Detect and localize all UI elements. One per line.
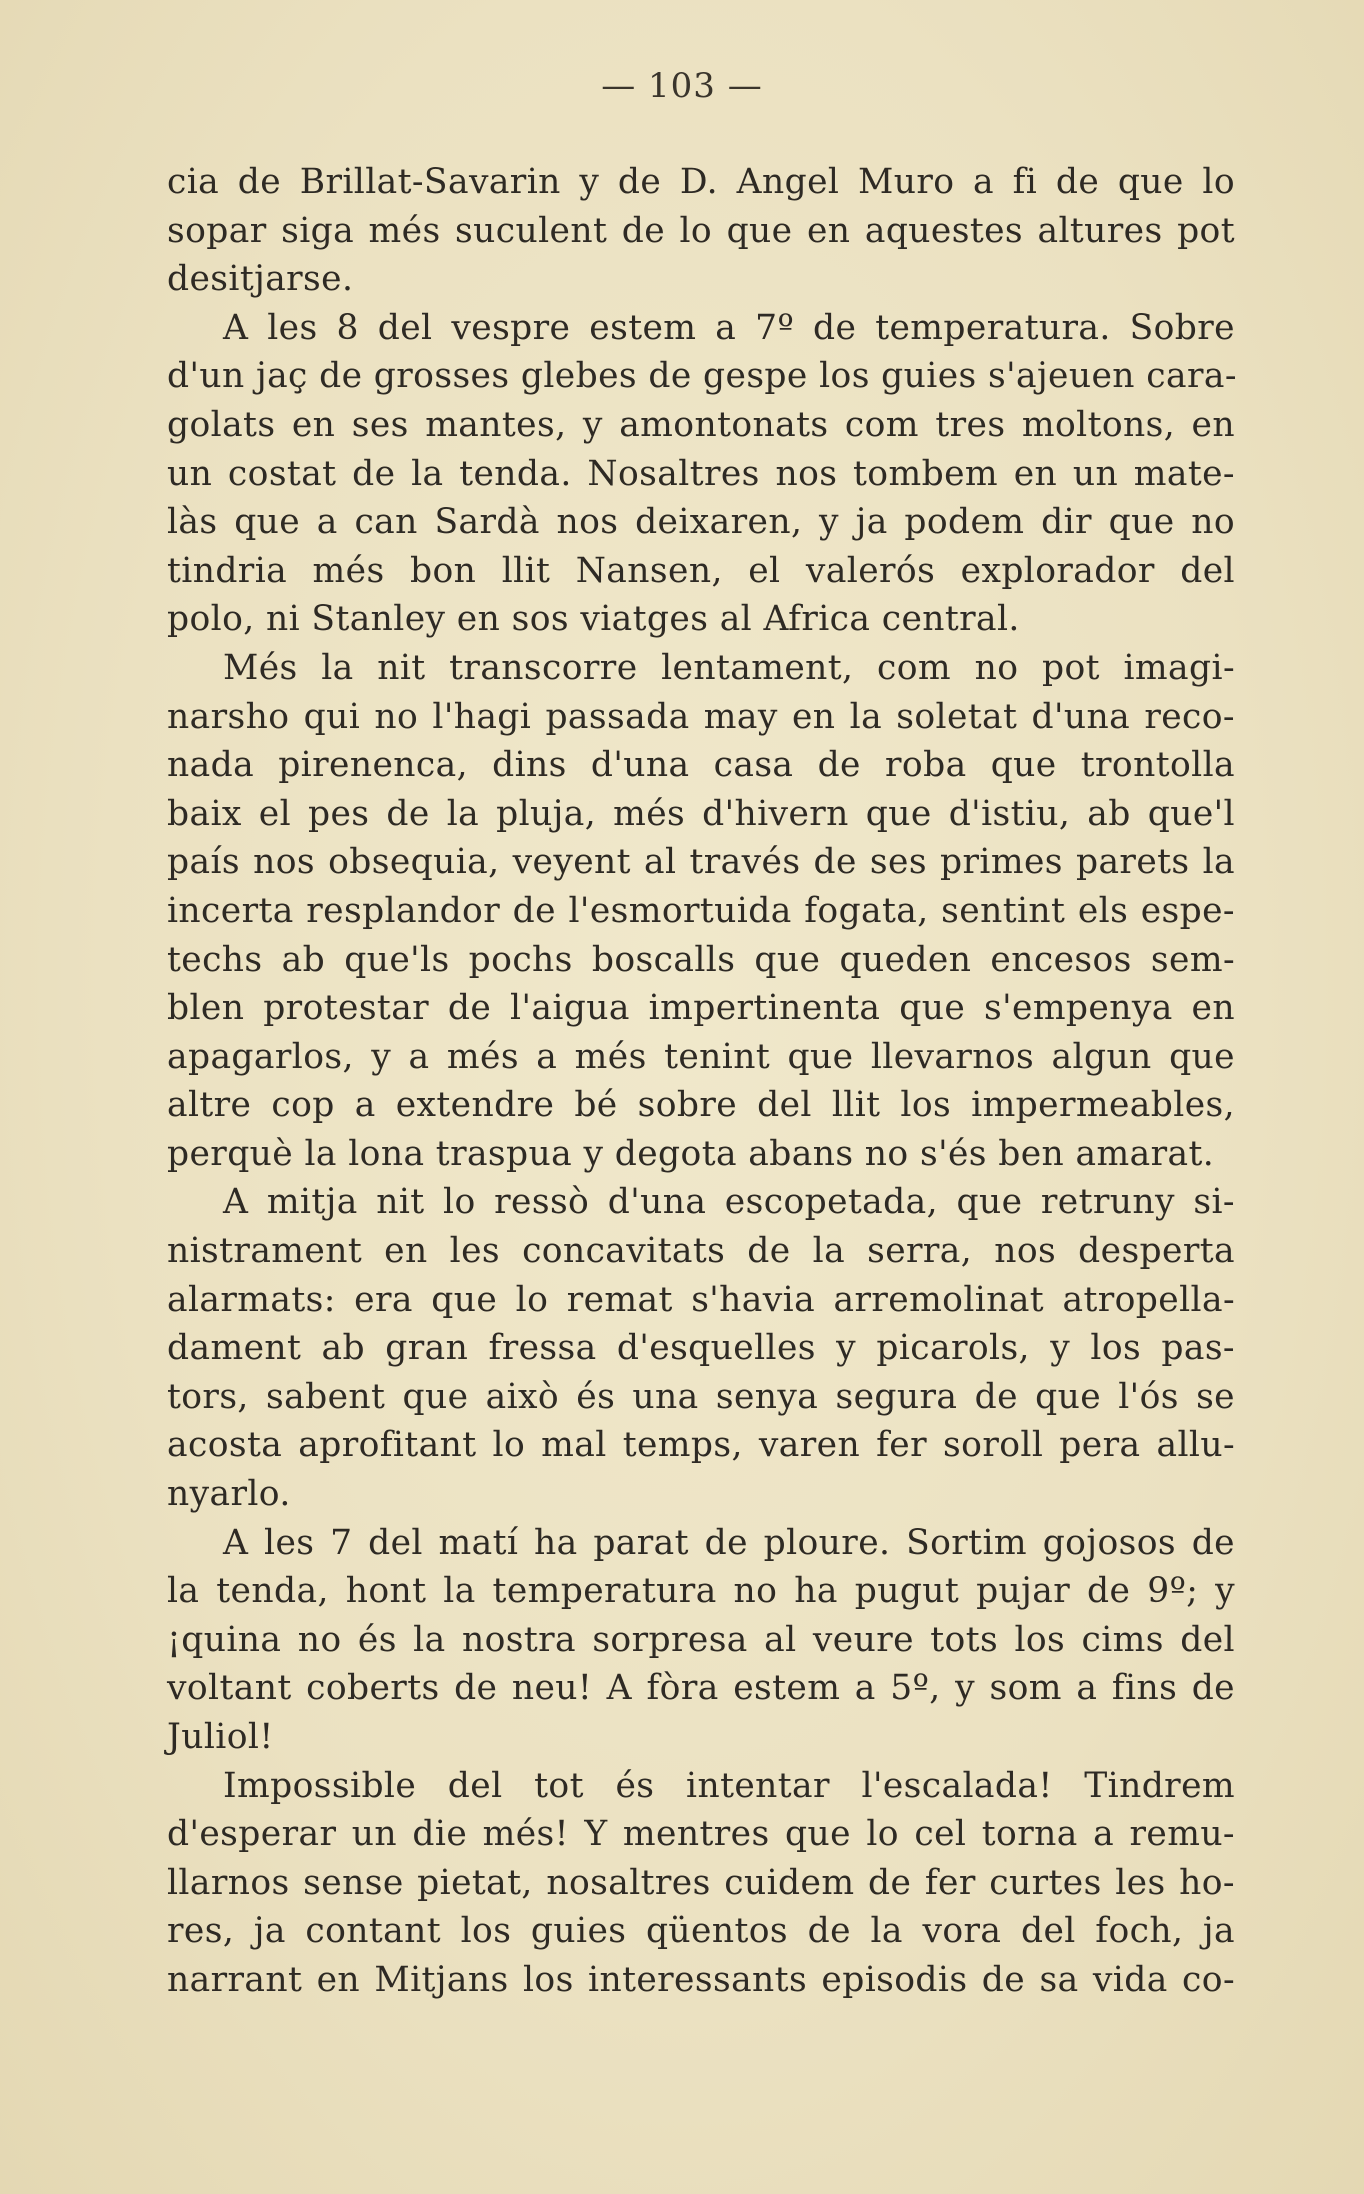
text-line: llarnos sense pietat, nosaltres cuidem de fer curtes les ho- bbox=[167, 1862, 1235, 1903]
text-line: A les 7 del matí ha parat de ploure. Sortim gojosos de bbox=[223, 1522, 1235, 1563]
text-line: Més la nit transcorre lentament, com no pot imagi- bbox=[223, 647, 1235, 688]
text-line: sopar siga més suculent de lo que en aquestes altures pot bbox=[167, 210, 1235, 251]
text-line: res, ja contant los guies qüentos de la vora del foch, ja bbox=[167, 1911, 1235, 1952]
text-line: alarmats: era que lo remat s'havia arremolinat atropella- bbox=[167, 1279, 1235, 1320]
body-text bbox=[167, 158, 1235, 2005]
page-number: — 103 — bbox=[601, 66, 763, 106]
text-line: tors, sabent que això és una senya segura de que l'ós se bbox=[167, 1376, 1235, 1417]
text-line: golats en ses mantes, y amontonats com tres moltons, en bbox=[167, 404, 1235, 445]
text-line: perquè la lona traspua y degota abans no s'és ben amarat. bbox=[167, 1133, 1215, 1174]
text-line: nyarlo. bbox=[167, 1474, 291, 1515]
text-line: baix el pes de la pluja, més d'hivern que d'istiu, ab que'l bbox=[167, 793, 1235, 834]
text-line: polo, ni Stanley en sos viatges al Africa central. bbox=[167, 599, 1020, 640]
text-line: d'esperar un die més! Y mentres que lo cel torna a remu- bbox=[167, 1814, 1235, 1855]
text-line: ¡quina no és la nostra sorpresa al veure tots los cims del bbox=[167, 1619, 1235, 1660]
text-line: A les 8 del vespre estem a 7º de temperatura. Sobre bbox=[223, 307, 1235, 348]
text-line: Impossible del tot és intentar l'escalada! Tindrem bbox=[223, 1765, 1235, 1806]
text-line: cia de Brillat-Savarin y de D. Angel Muro a fi de que lo bbox=[167, 162, 1235, 202]
text-line: altre cop a extendre bé sobre del llit los impermeables, bbox=[167, 1085, 1235, 1126]
text-line: apagarlos, y a més a més tenint que llevarnos algun que bbox=[167, 1036, 1235, 1077]
text-line: un costat de la tenda. Nosaltres nos tombem en un mate- bbox=[167, 453, 1235, 494]
text-line: blen protestar de l'aigua impertinenta que s'empenya en bbox=[167, 988, 1235, 1029]
text-line: voltant coberts de neu! A fòra estem a 5º, y som a fins de bbox=[167, 1668, 1235, 1709]
text-line: incerta resplandor de l'esmortuida fogata, sentint els espe- bbox=[167, 890, 1235, 931]
text-line: narrant en Mitjans los interessants episodis de sa vida co- bbox=[167, 1959, 1235, 2000]
text-line: Juliol! bbox=[167, 1717, 274, 1757]
text-line: dament ab gran fressa d'esquelles y picarols, y los pas- bbox=[167, 1328, 1235, 1369]
text-line: nistrament en les concavitats de la serra, nos desperta bbox=[167, 1231, 1235, 1272]
text-line: A mitja nit lo ressò d'una escopetada, que retruny si- bbox=[223, 1182, 1235, 1223]
text-line: techs ab que'ls pochs boscalls que queden encesos sem- bbox=[167, 939, 1235, 980]
text-line: desitjarse. bbox=[167, 259, 354, 300]
text-line: la tenda, hont la temperatura no ha pugut pujar de 9º; y bbox=[167, 1571, 1235, 1612]
text-line: làs que a can Sardà nos deixaren, y ja podem dir que no bbox=[167, 502, 1235, 543]
text-line: país nos obsequia, veyent al través de ses primes parets la bbox=[167, 842, 1235, 883]
text-line: nada pirenenca, dins d'una casa de roba que trontolla bbox=[167, 745, 1235, 786]
text-line: acosta aprofitant lo mal temps, varen fer soroll pera allu- bbox=[167, 1425, 1235, 1466]
text-line: narsho qui no l'hagi passada may en la soletat d'una reco- bbox=[167, 696, 1235, 737]
text-line: d'un jaç de grosses glebes de gespe los guies s'ajeuen cara- bbox=[167, 356, 1237, 397]
text-line: tindria més bon llit Nansen, el valerós explorador del bbox=[167, 550, 1235, 591]
